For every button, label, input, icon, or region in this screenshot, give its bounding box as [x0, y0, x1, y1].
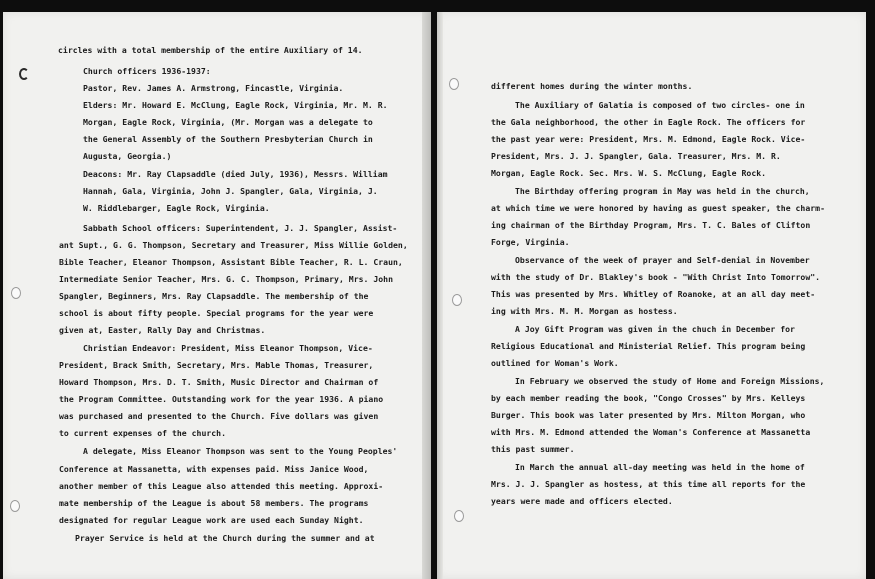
text-line: In February we observed the study of Home and Foreign Missions,: [515, 376, 825, 386]
text-line: Augusta, Georgia.): [83, 151, 172, 161]
text-line: ing chairman of the Birthday Program, Mrs. T. C. Bales of Clifton: [491, 220, 811, 230]
text-line: A Joy Gift Program was given in the chuch in December for: [515, 324, 795, 334]
text-line: the past year were: President, Mrs. M. Edmond, Eagle Rock. Vice-: [491, 134, 806, 144]
text-line: Intermediate Senior Teacher, Mrs. G. C. Thompson, Primary, Mrs. John: [59, 274, 393, 284]
text-line: outlined for Woman's Work.: [491, 358, 619, 368]
text-line: Observance of the week of prayer and Self-denial in November: [515, 255, 810, 265]
text-line: school is about fifty people. Special programs for the year were: [59, 308, 374, 318]
text-line: Elders: Mr. Howard E. McClung, Eagle Rock, Virginia, Mr. M. R.: [83, 100, 388, 110]
text-line: circles with a total membership of the entire Auxiliary of 14.: [58, 45, 363, 55]
text-line: The Auxiliary of Galatia is composed of two circles- one in: [515, 100, 805, 110]
text-line: Burger. This book was later presented by Mrs. Milton Morgan, who: [491, 410, 806, 420]
punch-hole-icon: [10, 500, 20, 512]
text-line: the Gala neighborhood, the other in Eagle Rock. The officers for: [491, 117, 806, 127]
text-line: Church officers 1936-1937:: [83, 66, 211, 76]
text-line: Bible Teacher, Eleanor Thompson, Assistant Bible Teacher, R. L. Craun,: [59, 257, 403, 267]
text-line: Prayer Service is held at the Church during the summer and at: [75, 533, 375, 543]
text-line: by each member reading the book, "Congo Crosses" by Mrs. Kelleys: [491, 393, 806, 403]
left-page: [3, 12, 431, 579]
text-line: with the study of Dr. Blakley's book - "With Christ Into Tomorrow".: [491, 272, 821, 282]
text-line: Forge, Virginia.: [491, 237, 570, 247]
text-line: Spangler, Beginners, Mrs. Ray Clapsaddle. The membership of the: [59, 291, 369, 301]
text-line: This was presented by Mrs. Whitley of Roanoke, at an all day meet-: [491, 289, 816, 299]
text-line: given at, Easter, Rally Day and Christmas.: [59, 325, 266, 335]
page-fold-shadow: [422, 12, 431, 579]
text-line: Hannah, Gala, Virginia, John J. Spangler, Gala, Virginia, J.: [83, 186, 378, 196]
page-fold-shadow: [437, 12, 443, 579]
text-line: this past summer.: [491, 444, 575, 454]
punch-hole-icon: [454, 510, 464, 522]
text-line: ant Supt., G. G. Thompson, Secretary and Treasurer, Miss Willie Golden,: [59, 240, 408, 250]
text-line: was purchased and presented to the Church. Five dollars was given: [59, 411, 379, 421]
text-line: W. Riddlebarger, Eagle Rock, Virginia.: [83, 203, 270, 213]
text-line: Religious Educational and Ministerial Relief. This program being: [491, 341, 806, 351]
text-line: different homes during the winter months.: [491, 81, 693, 91]
text-line: Christian Endeavor: President, Miss Eleanor Thompson, Vice-: [83, 343, 373, 353]
text-line: Morgan, Eagle Rock. Sec. Mrs. W. S. McClung, Eagle Rock.: [491, 168, 767, 178]
text-line: years were made and officers elected.: [491, 496, 673, 506]
text-line: The Birthday offering program in May was held in the church,: [515, 186, 810, 196]
text-line: President, Mrs. J. J. Spangler, Gala. Treasurer, Mrs. M. R.: [491, 151, 781, 161]
text-line: In March the annual all-day meeting was held in the home of: [515, 462, 805, 472]
punch-hole-icon: [19, 68, 29, 80]
text-line: with Mrs. M. Edmond attended the Woman's Conference at Massanetta: [491, 427, 811, 437]
text-line: Deacons: Mr. Ray Clapsaddle (died July, 1936), Messrs. William: [83, 169, 388, 179]
text-line: Conference at Massanetta, with expenses paid. Miss Janice Wood,: [59, 464, 369, 474]
text-line: another member of this League also attended this meeting. Approxi-: [59, 481, 384, 491]
text-line: Morgan, Eagle Rock, Virginia, (Mr. Morgan was a delegate to: [83, 117, 373, 127]
text-line: Sabbath School officers: Superintendent, J. J. Spangler, Assist-: [83, 223, 398, 233]
text-line: the Program Committee. Outstanding work for the year 1936. A piano: [59, 394, 384, 404]
text-line: mate membership of the League is about 58 members. The programs: [59, 498, 369, 508]
text-line: Howard Thompson, Mrs. D. T. Smith, Music Director and Chairman of: [59, 377, 379, 387]
text-line: to current expenses of the church.: [59, 428, 226, 438]
text-line: designated for regular League work are used each Sunday Night.: [59, 515, 364, 525]
text-line: at which time we were honored by having as guest speaker, the charm-: [491, 203, 825, 213]
punch-hole-icon: [452, 294, 462, 306]
text-line: the General Assembly of the Southern Presbyterian Church in: [83, 134, 373, 144]
text-line: Mrs. J. J. Spangler as hostess, at this time all reports for the: [491, 479, 806, 489]
right-page: [437, 12, 866, 579]
text-line: ing with Mrs. M. M. Morgan as hostess.: [491, 306, 678, 316]
text-line: Pastor, Rev. James A. Armstrong, Fincastle, Virginia.: [83, 83, 344, 93]
punch-hole-icon: [449, 78, 459, 90]
text-line: President, Brack Smith, Secretary, Mrs. Mable Thomas, Treasurer,: [59, 360, 374, 370]
punch-hole-icon: [11, 287, 21, 299]
text-line: A delegate, Miss Eleanor Thompson was sent to the Young Peoples': [83, 446, 398, 456]
